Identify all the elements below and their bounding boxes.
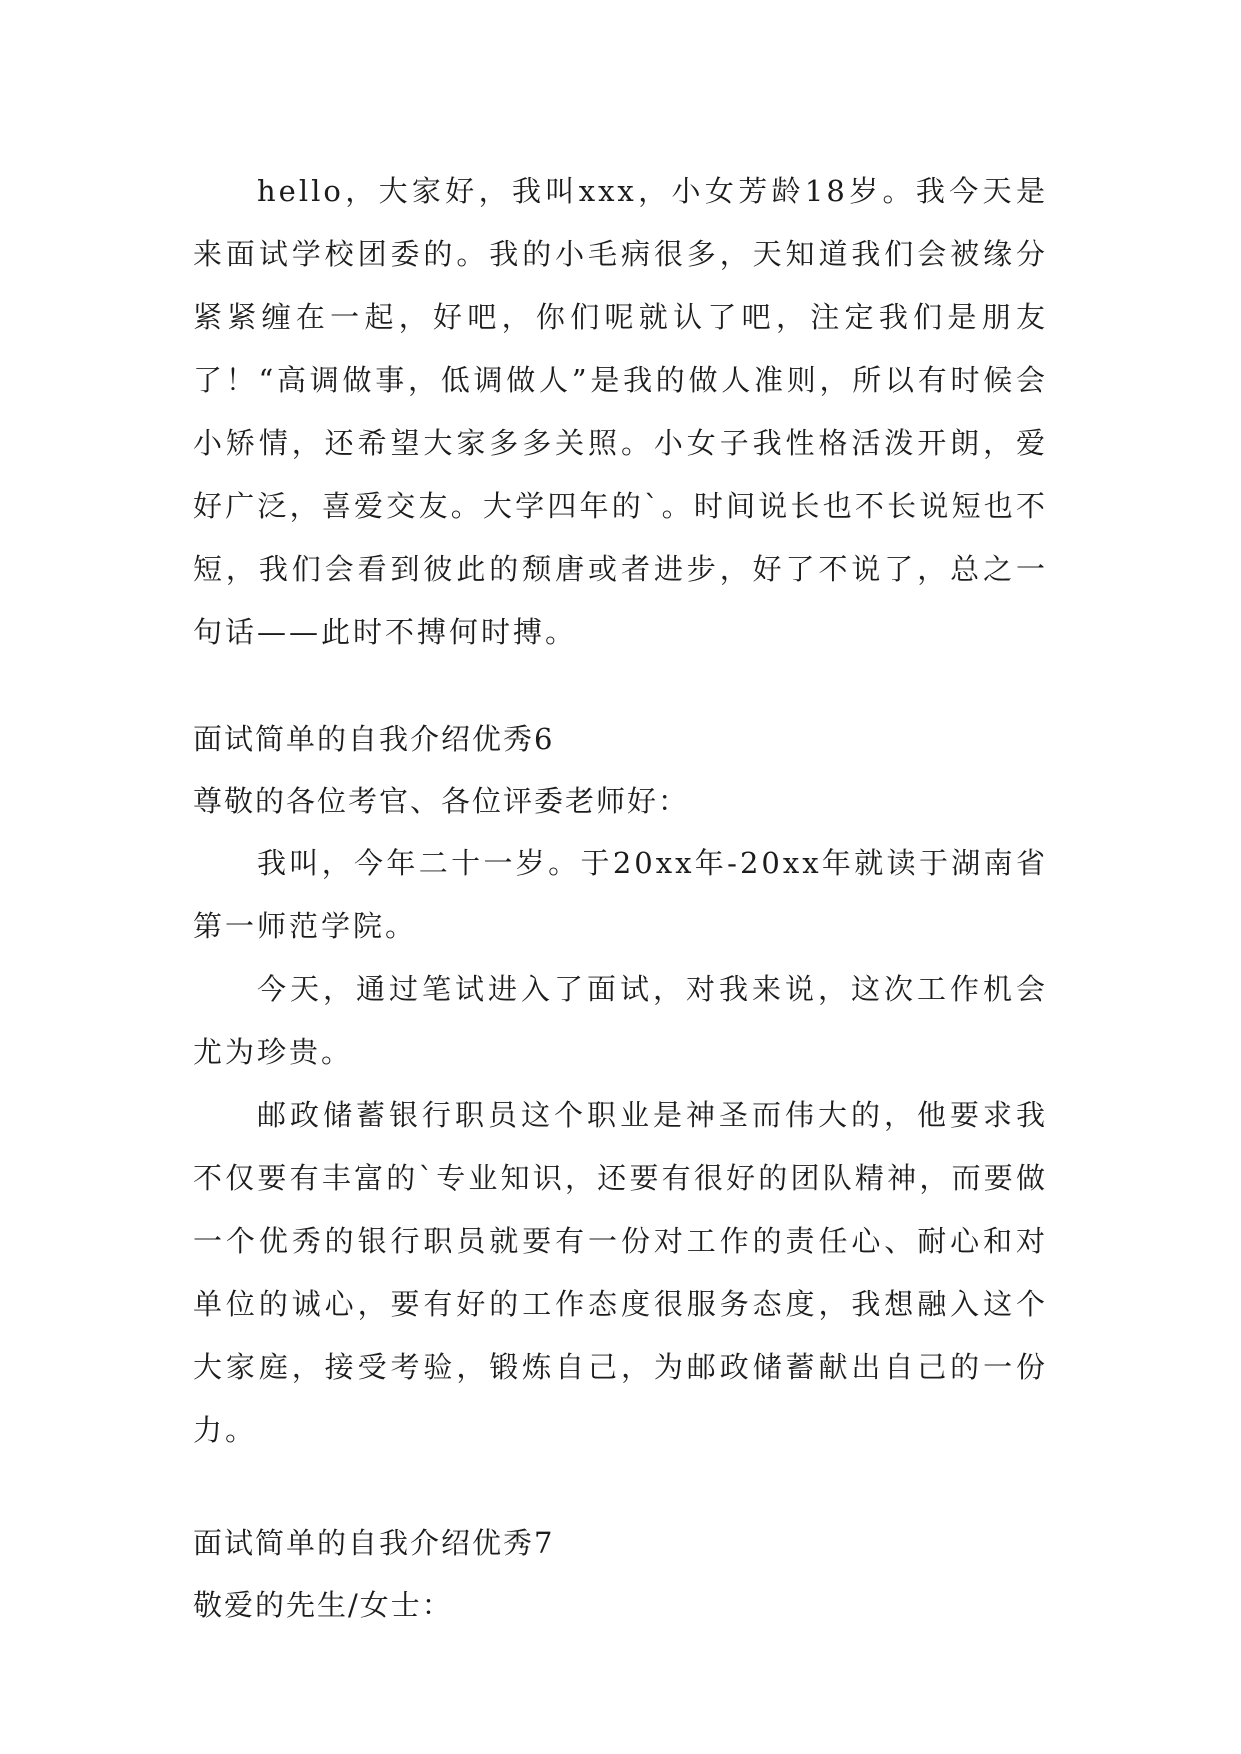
section-6 bbox=[193, 708, 1048, 1462]
section-7 bbox=[193, 1512, 1048, 1636]
section-7-salutation: 敬爱的先生/女士： bbox=[193, 1588, 453, 1622]
section-7-title: 面试简单的自我介绍优秀7 bbox=[193, 1526, 555, 1560]
section-6-paragraph: 我叫，今年二十一岁。于20xx年-20xx年就读于湖南省第一师范学院。 bbox=[193, 846, 1048, 943]
section-6-title: 面试简单的自我介绍优秀6 bbox=[193, 722, 555, 756]
intro-paragraph: hello，大家好，我叫xxx，小女芳龄18岁。我今天是来面试学校团委的。我的小毛病很多，天知道我们会被缘分紧紧缠在一起，好吧，你们呢就认了吧，注定我们是朋友了！“高调做事，低调做人”是我的做人准则，所以有时候会小矫情，还希望大家多多关照。小女子我性格活泼开朗，爱好广泛，喜爱交友。大学四年的`。时间说长也不长说短也不短，我们会看到彼此的颓唐或者进步，好了不说了，总之一句话——此时不搏何时搏。 bbox=[193, 174, 1048, 649]
section-6-salutation: 尊敬的各位考官、各位评委老师好： bbox=[193, 784, 690, 818]
section-6-paragraph: 邮政储蓄银行职员这个职业是神圣而伟大的，他要求我不仅要有丰富的`专业知识，还要有很好的团队精神，而要做一个优秀的银行职员就要有一份对工作的责任心、耐心和对单位的诚心，要有好的工作态度很服务态度，我想融入这个大家庭，接受考验，锻炼自己，为邮政储蓄献出自己的一份力。 bbox=[193, 1098, 1048, 1447]
section-6-paragraph: 今天，通过笔试进入了面试，对我来说，这次工作机会尤为珍贵。 bbox=[193, 972, 1048, 1069]
document-body bbox=[193, 160, 1048, 1636]
